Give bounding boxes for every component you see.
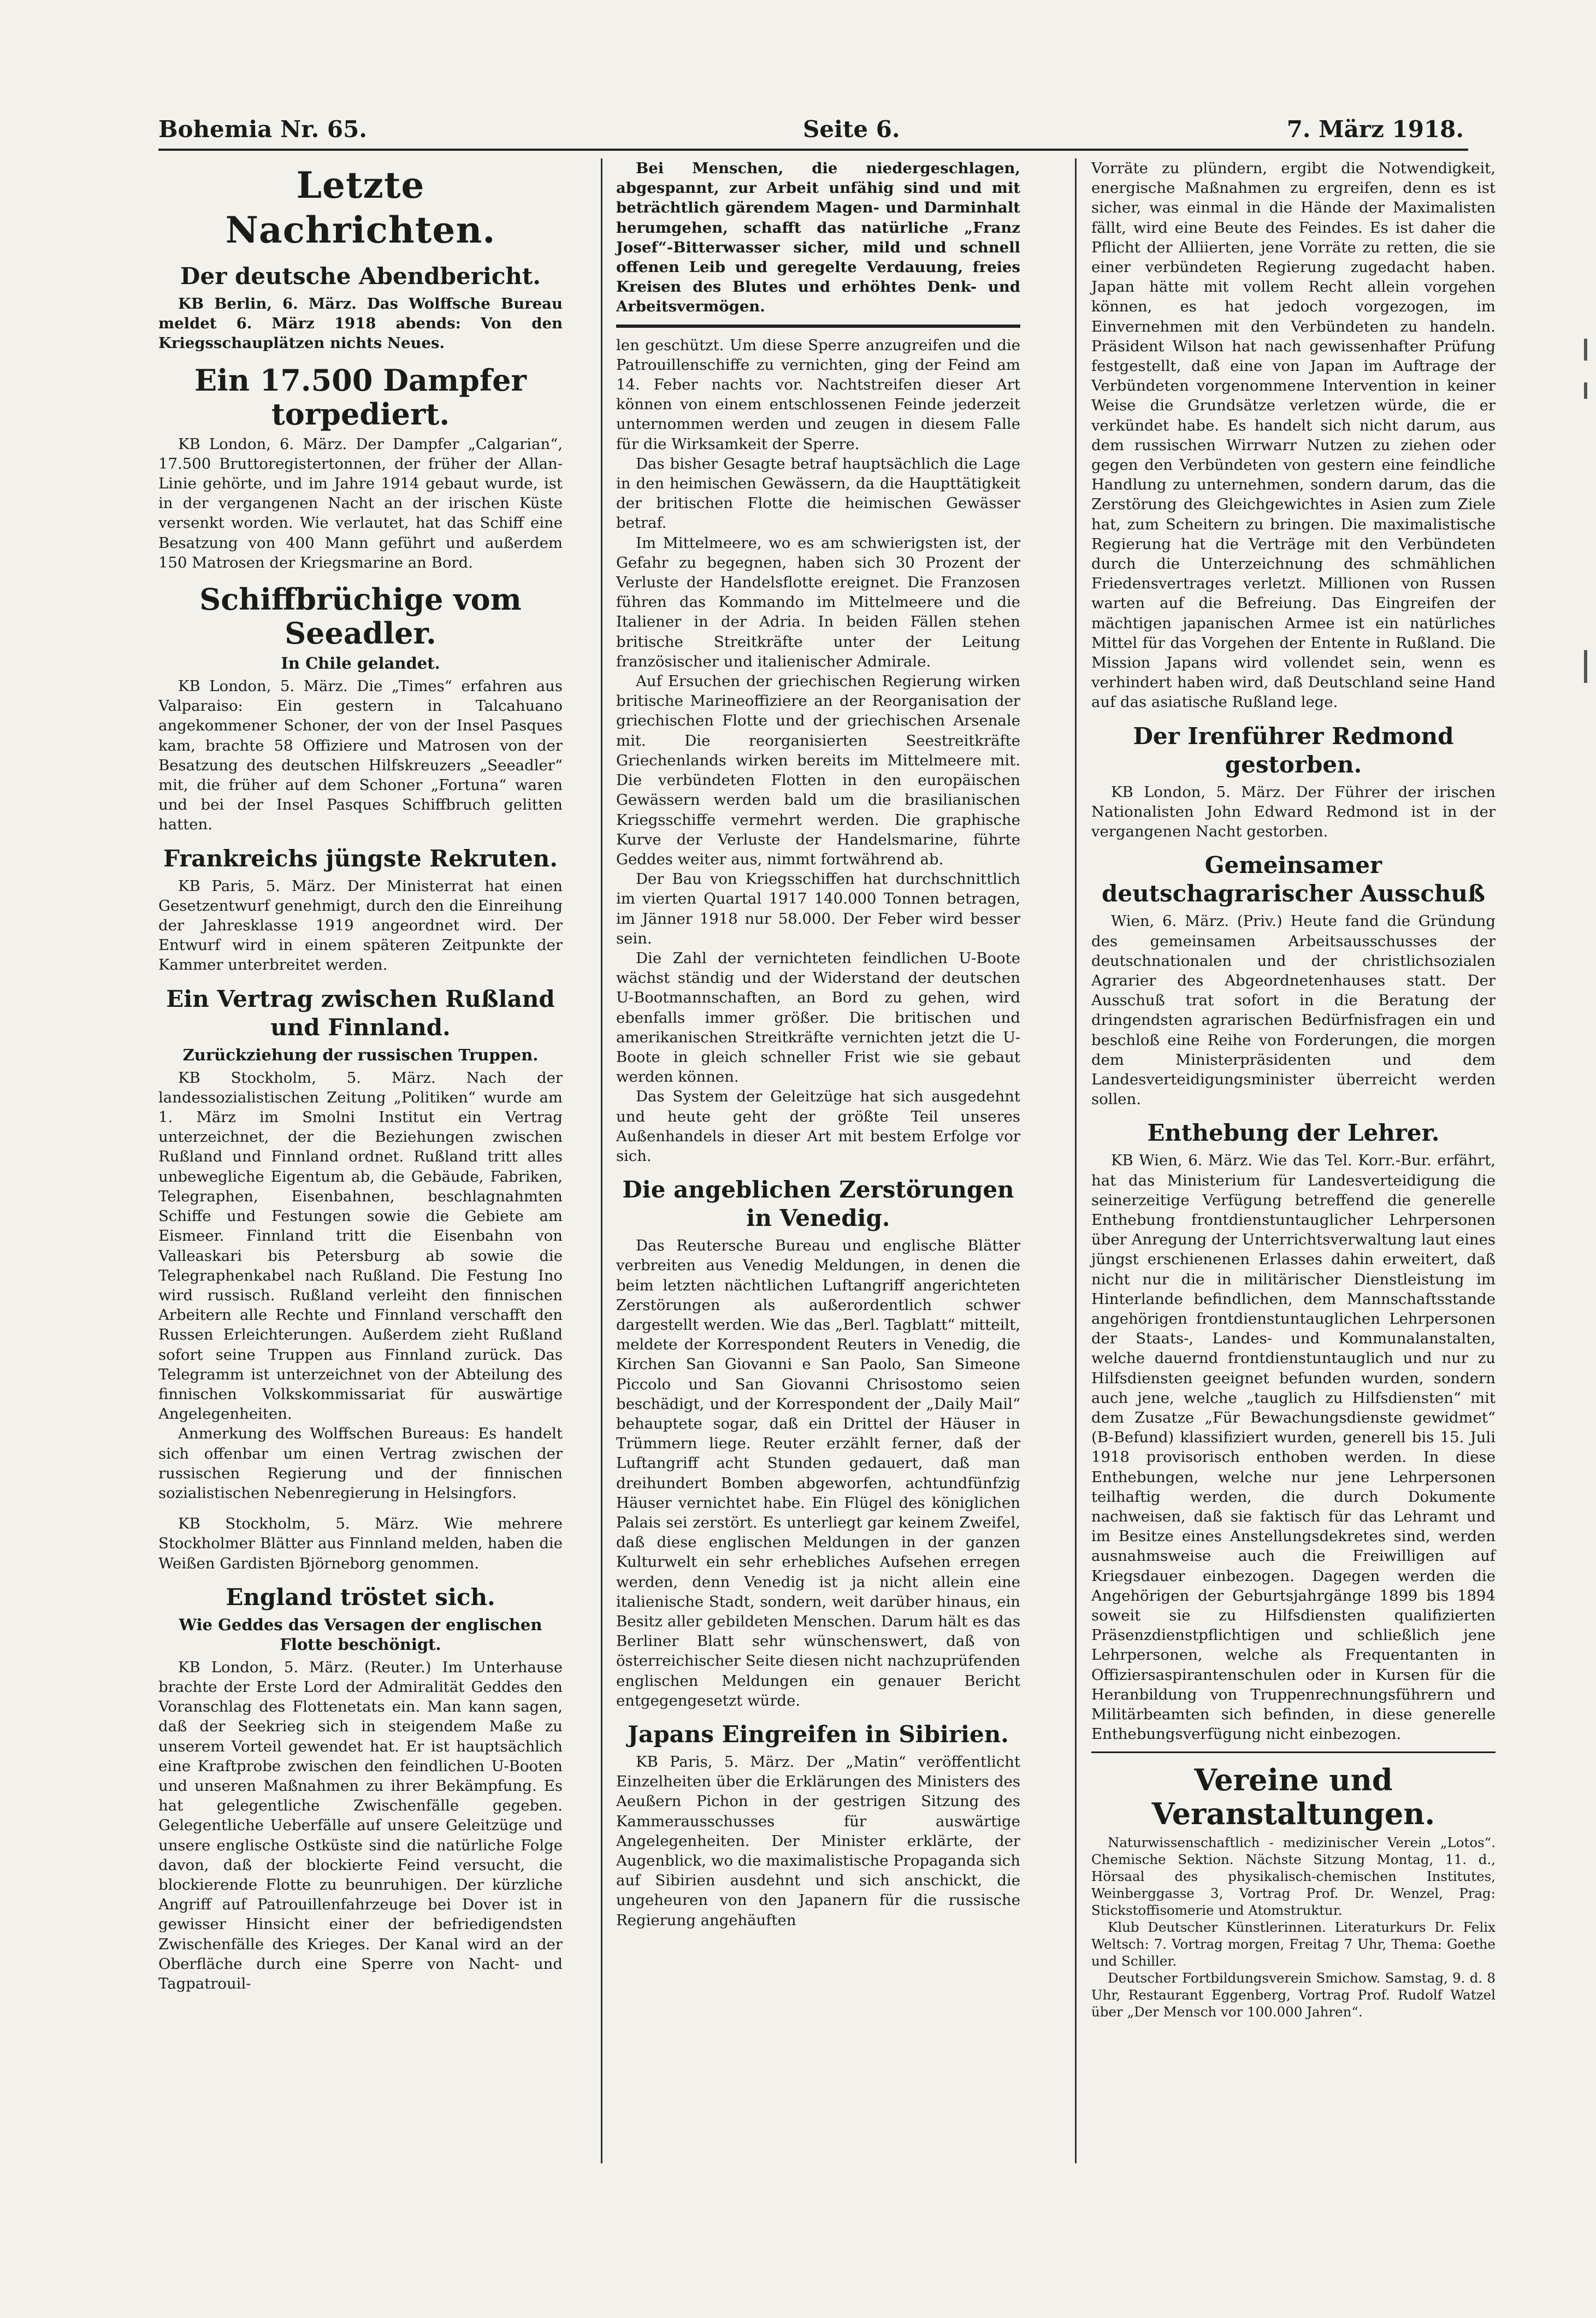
article-text: KB London, 5. März. (Reuter.) Im Unterhause brachte der Erste Lord der Admiralität Geddes den Voranschlag des Flottenetats ein. Man kann sagen, daß der Seekrieg sich in steigendem Maße zu unserem Vorteil gewendet hat. Er ist hauptsächlich eine Kraftprobe zwischen den feindlichen U-Booten und unseren Maßnahmen zu ihrer Bekämpfung. Es hat gelegentliche Zwischenfälle gegeben. Gelegentliche Ueberfälle auf unsere Geleitzüge und unsere englische Ostküste sind die natürliche Folge davon, daß der blockierte Feind versucht, die blockierende Flotte zu beunruhigen. Der kürzliche Angriff auf Patrouillenfahrzeuge bei Dover ist in gewisser Hinsicht einer der befriedigendsten Zwischenfälle des Krieges. Der Kanal wird an der Oberfläche durch eine Sperre von Nacht- und Tagpatrouil- [158, 1658, 563, 1992]
article-headline: England tröstet sich. [226, 1583, 495, 1611]
article-headline: Enthebung der Lehrer. [1147, 1119, 1440, 1147]
events-list [1091, 1834, 1495, 2020]
event-item: Deutscher Fortbildungsverein Smichow. Samstag, 9. d. 8 Uhr, Restaurant Eggenberg, Vortrag Prof. Rudolf Watzel über „Der Mensch vor 100.000 Jahren“. [1091, 1970, 1495, 2020]
section-separator [616, 325, 1020, 328]
edge-mark [1584, 650, 1587, 683]
article-text: Die Zahl der vernichteten feindlichen U-Boote wächst ständig und der Widerstand der deutschen U-Bootmannschaften, an Bord zu gehen, wird ebenfalls immer größer. Die britischen und amerikanischen Streitkräfte vernichten jetzt die U-Boote in gleich schneller Frist wie sie gebaut werden können. [616, 949, 1020, 1086]
article-headline: Die angeblichen Zerstörungen in Venedig. [622, 1176, 1014, 1232]
article-headline: Ein Vertrag zwischen Rußland und Finnland. [166, 985, 555, 1041]
article-text: Vorräte zu plündern, ergibt die Notwendigkeit, energische Maßnahmen zu ergreifen, denn es ist sicher, was einmal in die Hände der Maximalisten fällt, wird eine Beute des Feindes. Es ist daher die Pflicht der Alliierten, jene Vorräte zu retten, die sie einer verbündeten Regierung zugedacht haben. Japan hätte mit vollem Recht allein vorgehen können, es hat jedoch vorgezogen, im Einvernehmen mit den Verbündeten zu handeln. Präsident Wilson hat nach gewissenhafter Prüfung festgestellt, daß eine von Japan im Auftrage der Verbündeten vorgenommene Intervention in keiner Weise die Grundsätze verletzen würde, die er verkündet habe. Es handelt sich nicht darum, aus dem russischen Wirrwarr Nutzen zu ziehen oder gegen den Verbündeten von gestern eine feindliche Handlung zu unternehmen, sondern darum, das die Zerstörung des Gleichgewichtes in Asien zum Ziele hat, zum Scheitern zu bringen. Die maximalistische Regierung hat die Verträge mit den Verbündeten durch die Unterzeichnung des schmählichen Friedensvertrages verletzt. Millionen von Russen warten auf die Befreiung. Das Eingreifen der mächtigen japanischen Armee ist ein natürliches Mittel für das Vorgehen der Entente in Rußland. Die Mission Japans wird vollendet sein, wenn es verhindert haben wird, daß Deutschland seine Hand auf das asiatische Rußland lege. [1091, 160, 1495, 711]
article-headline: Der deutsche Abendbericht. [180, 263, 541, 290]
article-text: KB London, 5. März. Der Führer der irischen Nationalisten John Edward Redmond ist in der vergangenen Nacht gestorben. [1091, 783, 1495, 841]
article-text: KB Paris, 5. März. Der „Matin“ veröffentlicht Einzelheiten über die Erklärungen des Ministers des Aeußern Pichon in der gestrigen Sitzung des Kammerausschusses für auswärtige Angelegenheiten. Der Minister erklärte, der Augenblick, wo die maximalistische Propaganda sich auf Sibirien ausdehnt und sich anschickt, die ungeheuren von den Japanern für die russische Regierung angehäuften [616, 1753, 1020, 1929]
masthead-issue: Bohemia Nr. 65. [158, 116, 367, 143]
article-headline: Der Irenführer Redmond gestorben. [1133, 722, 1454, 778]
article-text: Das bisher Gesagte betraf hauptsächlich die Lage in den heimischen Gewässern, da die Haupttätigkeit der britischen Flotte die heimischen Gewässer betraf. [616, 455, 1020, 532]
edge-mark [1584, 339, 1587, 361]
column-1 [158, 158, 563, 1993]
article-text: KB Stockholm, 5. März. Wie mehrere Stockholmer Blätter aus Finnland melden, haben die Weißen Gardisten Björneborg genommen. [158, 1515, 563, 1572]
article-headline: Ein 17.500 Dampfer torpediert. [194, 362, 527, 432]
article-text: Das Reutersche Bureau und englische Blätter verbreiten aus Venedig Meldungen, in denen die beim letzten nächtlichen Luftangriff angerichteten Zerstörungen als außerordentlich schwer dargestellt werden. Wie das „Berl. Tagblatt“ mitteilt, meldete der Korrespondent Reuters in Venedig, die Kirchen San Giovanni e San Paolo, San Simeone Piccolo und San Giovanni Chrisostomo seien beschädigt, und der Korrespondent der „Daily Mail“ behauptete sogar, daß ein Drittel der Häuser in Trümmern liege. Reuter erzählt ferner, daß der Luftangriff acht Stunden gedauert, daß man dreihundert Bomben abgeworfen, achtundfünfzig Häuser vernichtet habe. Ein Flügel des königlichen Palais sei zerstört. Es unterliegt gar keinem Zweifel, daß diese englischen Meldungen in der ganzen Kulturwelt ein sehr erhebliches Aufsehen erregen werden, denn Venedig ist ja nicht allein eine italienische Stadt, sondern, weit darüber hinaus, ein Besitz aller gebildeten Menschen. Darum hält es das Berliner Blatt sehr wünschenswert, daß von österreichischer Seite diesen nicht nachzuprüfenden englischen Meldungen ein genauer Bericht entgegengesetzt würde. [616, 1237, 1020, 1709]
section-separator [1091, 1751, 1495, 1753]
article-text: len geschützt. Um diese Sperre anzugreifen und die Patrouillenschiffe zu vernichten, ging der Feind am 14. Feber nachts vor. Nachtstreifen dieser Art können von einem entschlossenen Feinde jederzeit unternommen werden und zeugen in diesem Falle für die Wirksamkeit der Sperre. [616, 336, 1020, 453]
article-headline: Frankreichs jüngste Rekruten. [163, 845, 558, 872]
section-headline: Vereine und Veranstaltungen. [1151, 1762, 1435, 1832]
article-subhead: Zurückziehung der russischen Truppen. [182, 1045, 539, 1064]
article-text: Der Bau von Kriegsschiffen hat durchschnittlich im vierten Quartal 1917 140.000 Tonnen betragen, im Jänner 1918 nur 58.000. Der Feber wird besser sein. [616, 870, 1020, 947]
article-headline: Japans Eingreifen in Sibirien. [628, 1721, 1009, 1748]
event-item: Naturwissenschaftlich - medizinischer Verein „Lotos“. Chemische Sektion. Nächste Sitzung Montag, 11. d., Hörsaal des physikalisch-chemischen Institutes, Weinberggasse 3, Vortrag Prof. Dr. Wenzel, Prag: Stickstoffisomerie und Atomstruktur. [1091, 1835, 1495, 1919]
issue-date: 7. März 1918. [1286, 116, 1464, 143]
edge-mark [1584, 382, 1587, 399]
page-number: Seite 6. [803, 116, 900, 143]
column-divider [601, 158, 602, 2163]
article-text: Im Mittelmeere, wo es am schwierigsten ist, der Gefahr zu begegnen, haben sich 30 Prozent der Verluste der Handelsflotte ereignet. Die Franzosen führen das Kommando im Mittelmeere und die Italiener in der Adria. In beiden Fällen stehen britische Streitkräfte unter der Leitung französischer und italienischer Admirale. [616, 534, 1020, 670]
article-text: KB London, 5. März. Die „Times“ erfahren aus Valparaiso: Ein gestern in Talcahuano angekommener Schoner, der von der Insel Pasques kam, brachte 58 Offiziere und Matrosen von der Besatzung des deutschen Hilfskreuzers „Seeadler“ mit, die früher auf dem Schoner „Fortuna“ waren und bei der Insel Pasques Schiffbruch gelitten hatten. [158, 677, 563, 834]
column-divider [1075, 158, 1077, 2163]
article-text: KB Stockholm, 5. März. Nach der landessozialistischen Zeitung „Politiken“ wurde am 1. März im Smolni Institut ein Vertrag unterzeichnet, der die Beziehungen zwischen Rußland und Finnland ordnet. Rußland tritt alles unbewegliche Eigentum ab, die Gebäude, Fabriken, Telegraphen, Eisenbahnen, beschlagnahmten Schiffe und Festungen sowie die Gebiete am Eismeer. Finnland tritt die Eisenbahn von Valleaskari bis Petersburg ab sowie die Telegraphenkabel nach Rußland. Die Festung Ino wird russisch. Rußland verleiht den finnischen Arbeitern alle Rechte und Finnland verschafft den Russen Erleichterungen. Außerdem zieht Rußland sofort seine Truppen aus Finnland zurück. Das Telegramm ist unterzeichnet von der Abteilung des finnischen Volkskommissariat für auswärtige Angelegenheiten. [158, 1069, 563, 1423]
section-title: Letzte Nachrichten. [225, 164, 496, 251]
article-text: KB Wien, 6. März. Wie das Tel. Korr.-Bur. erfährt, hat das Ministerium für Landesverteidigung die seinerzeitige Verfügung betreffend die generelle Enthebung frontdienstuntauglicher Lehrpersonen über Anregung der Unterrichtsverwaltung laut eines jüngst erschienenen Erlasses dahin erweitert, daß nicht nur die in militärischer Dienstleistung im Hinterlande befindlichen, dem Mannschaftsstande angehörigen frontdienstuntauglichen Lehrpersonen der Staats-, Landes- und Kommunalanstalten, welche dauernd frontdienstuntauglich und nur zu Hilfsdiensten geeignet befunden wurden, sondern auch jene, welche „tauglich zu Hilfsdiensten“ mit dem Zusatze „Für Bewachungsdienste gewidmet“ (B-Befund) klassifiziert wurden, generell bis 15. Juli 1918 provisorisch enthoben werden. In diese Enthebungen, welche nur jene Lehrpersonen teilhaftig werden, die durch Dokumente nachweisen, daß sie faktisch für das Lehramt und im Besitze eines Anstellungsdekretes sind, werden ausnahmsweise auch die Freiwilligen auf Kriegsdauer einbezogen. Dagegen werden die Angehörigen der Geburtsjahrgänge 1899 bis 1894 soweit sie zu Hilfsdiensten qualifizierten Präsenzdienstpflichtigen und schließlich jene Lehrpersonen, welche als Frequentanten in Offiziersaspirantenschulen oder in Kursen für die Heranbildung von Truppenrechnungsführern und Militärbeamten sich befinden, in diese generelle Enthebungsverfügung nicht einbezogen. [1091, 1152, 1495, 1743]
column-2 [616, 158, 1020, 1930]
article-subhead: Wie Geddes das Versagen der englischen Flotte beschönigt. [179, 1615, 542, 1654]
article-text: Das System der Geleitzüge hat sich ausgedehnt und heute geht der größte Teil unseres Außenhandels in dieser Art mit bestem Erfolge vor sich. [616, 1088, 1020, 1165]
article-headline: Schiffbrüchige vom Seeadler. [199, 582, 522, 651]
article-text: Wien, 6. März. (Priv.) Heute fand die Gründung des gemeinsamen Arbeitsausschusses der deutschnationalen und der christlichsozialen Agrarier des Abgeordnetenhauses statt. Der Ausschuß trat sofort in die Beratung der dringendsten agrarischen Bedürfnisfragen ein und beschloß eine Reihe von Forderungen, die morgen dem Ministerpräsidenten und dem Landesverteidigungsminister überreicht werden sollen. [1091, 912, 1495, 1108]
header-rule [158, 149, 1468, 151]
article-text: KB Paris, 5. März. Der Ministerrat hat einen Gesetzentwurf genehmigt, durch den die Einreihung der Jahresklasse 1919 angeordnet wird. Der Entwurf wird in einem späteren Zeitpunkte der Kammer unterbreitet werden. [158, 877, 563, 974]
page-header [158, 116, 1464, 149]
article-headline: Gemeinsamer deutschagrarischer Ausschuß [1102, 852, 1485, 907]
article-text: Anmerkung des Wolffschen Bureaus: Es handelt sich offenbar um einen Vertrag zwischen der russischen Regierung und der finnischen sozialistischen Nebenregierung in Helsingfors. [158, 1425, 563, 1502]
article-text: KB London, 6. März. Der Dampfer „Calgarian“, 17.500 Bruttoregistertonnen, der früher der Allan-Linie gehörte, und im Jahre 1914 gebaut wurde, ist in der vergangenen Nacht an der irischen Küste versenkt worden. Wie verlautet, hat das Schiff eine Besatzung von 400 Mann geführt und außerdem 150 Matrosen der Kriegsmarine an Bord. [158, 435, 563, 571]
article-text: KB Berlin, 6. März. Das Wolffsche Bureau meldet 6. März 1918 abends: Von den Kriegsschauplätzen nichts Neues. [158, 295, 563, 352]
advertisement-text: Bei Menschen, die niedergeschlagen, abgespannt, zur Arbeit unfähig sind und mit beträchtlich gärendem Magen- und Darminhalt herumgehen, schafft das natürliche „Franz Josef“-Bitterwasser sicher, mild und schnell offenen Leib und geregelte Verdauung, freies Kreisen des Blutes und erhöhtes Denk- und Arbeitsvermögen. [616, 160, 1020, 316]
column-3 [1091, 158, 1495, 2020]
article-text: Auf Ersuchen der griechischen Regierung wirken britische Marineoffiziere an der Reorganisation der griechischen Flotte und der griechischen Arsenale mit. Die reorganisierten Seestreitkräfte Griechenlands wirken bereits im Mittelmeere mit. Die verbündeten Flotten in den europäischen Gewässern werden bald um die brasilianischen Kriegsschiffe vermehrt werden. Die graphische Kurve der Verluste der Handelsmarine, führte Geddes weiter aus, nimmt fortwährend ab. [616, 673, 1020, 868]
article-subhead: In Chile gelandet. [281, 654, 440, 673]
event-item: Klub Deutscher Künstlerinnen. Literaturkurs Dr. Felix Weltsch: 7. Vortrag morgen, Freitag 7 Uhr, Thema: Goethe und Schiller. [1091, 1919, 1495, 1969]
